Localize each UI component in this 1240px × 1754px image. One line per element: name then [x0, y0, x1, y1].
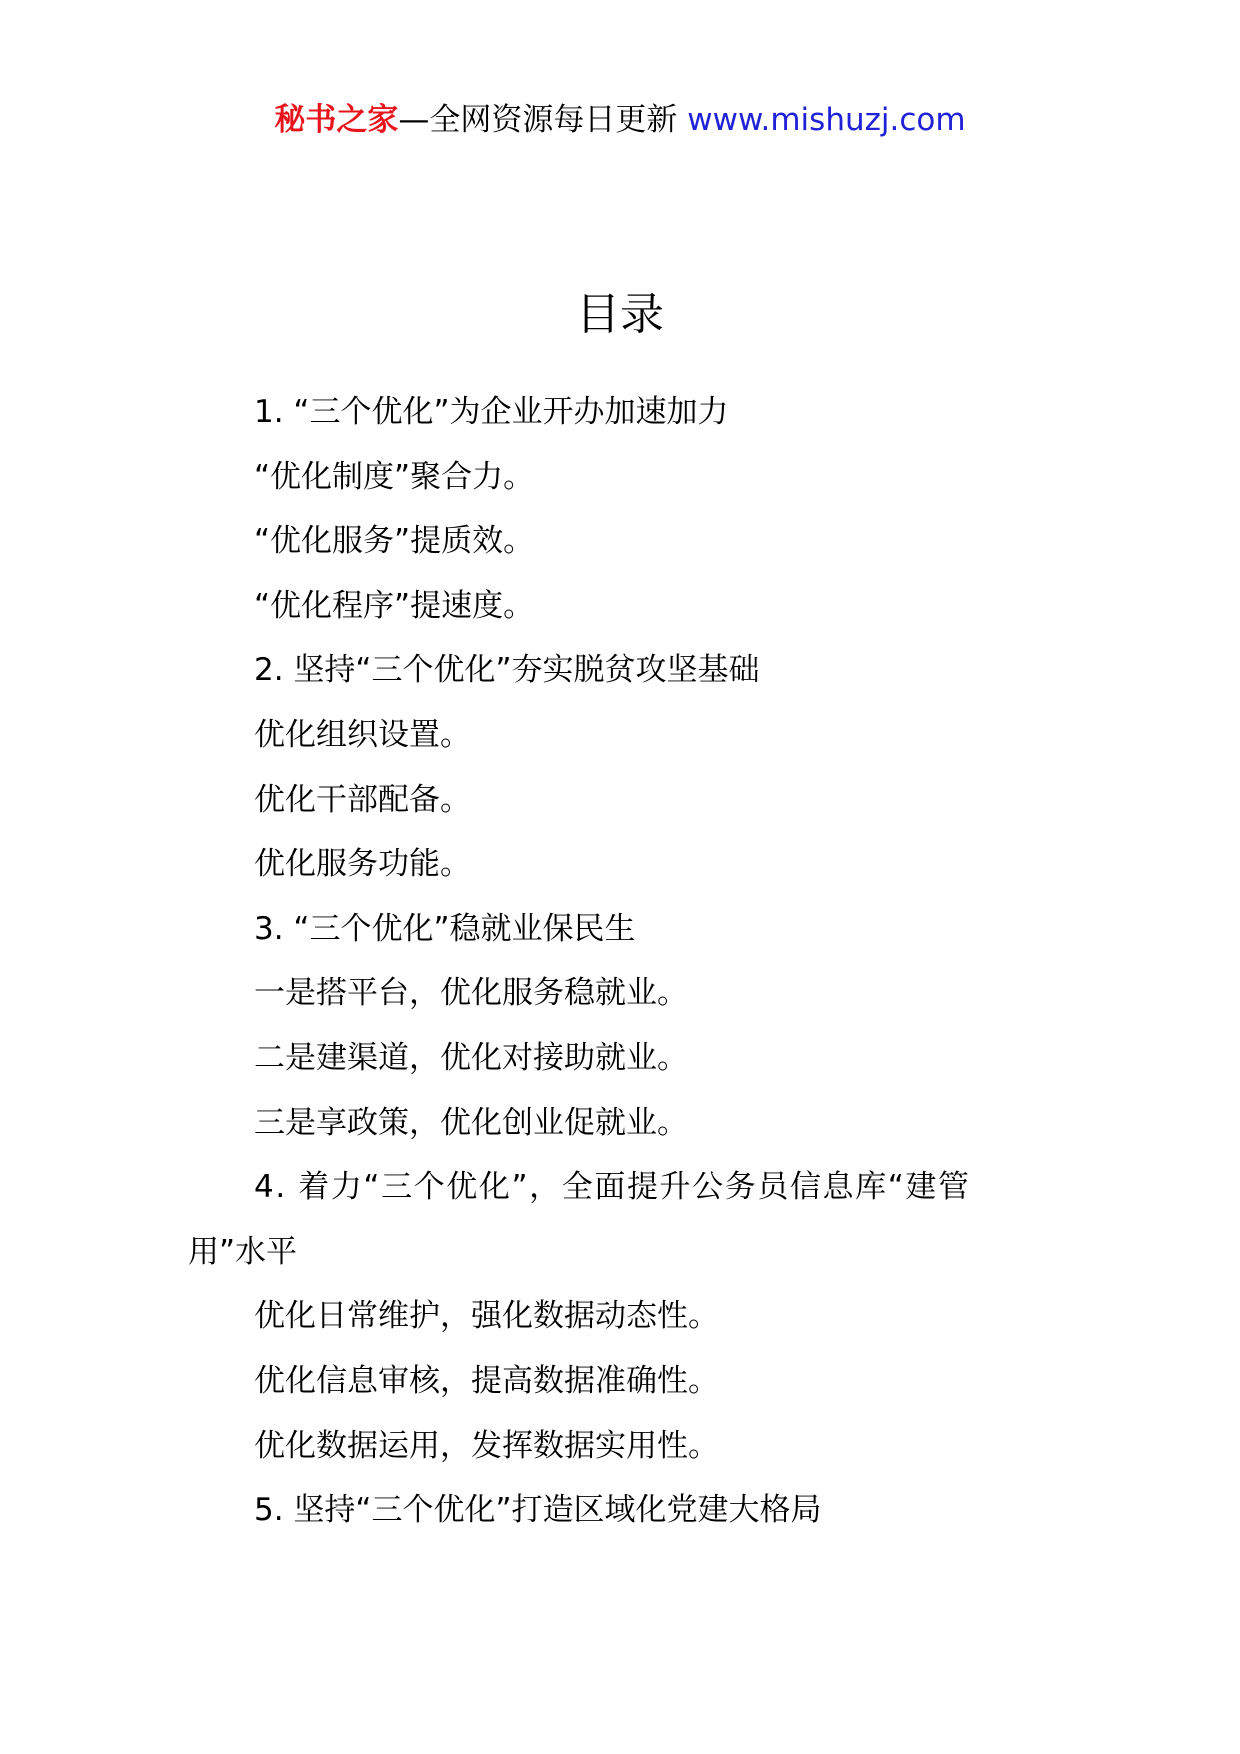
toc-section-3-heading: 3. “三个优化”稳就业保民生 [254, 910, 636, 947]
site-url-link[interactable]: www.mishuzj.com [687, 102, 966, 138]
toc-item: 二是建渠道，优化对接助就业。 [254, 1039, 688, 1076]
toc-item: 三是享政策，优化创业促就业。 [254, 1104, 688, 1141]
toc-section-4-heading-continued: 用”水平 [188, 1233, 298, 1270]
toc-item: 优化服务功能。 [254, 846, 471, 883]
toc-item: “优化服务”提质效。 [254, 523, 535, 560]
toc-item: 优化组织设置。 [254, 716, 471, 753]
toc-item: “优化程序”提速度。 [254, 587, 535, 624]
site-tagline: —全网资源每日更新 [398, 102, 688, 138]
toc-item: “优化制度”聚合力。 [254, 458, 535, 495]
toc-item: 优化信息审核，提高数据准确性。 [254, 1362, 719, 1399]
toc-item: 一是搭平台，优化服务稳就业。 [254, 975, 688, 1012]
page-title: 目录 [576, 289, 664, 340]
toc-item: 优化日常维护，强化数据动态性。 [254, 1298, 719, 1335]
site-brand: 秘书之家 [274, 102, 399, 138]
toc-item: 优化数据运用，发挥数据实用性。 [254, 1427, 719, 1464]
toc-section-4-heading: 4. 着力“三个优化”，全面提升公务员信息库“建管 [254, 1169, 971, 1206]
toc-section-1-heading: 1. “三个优化”为企业开办加速加力 [254, 394, 729, 430]
toc-section-5-heading: 5. 坚持“三个优化”打造区域化党建大格局 [254, 1492, 822, 1529]
site-header [0, 98, 1240, 142]
toc-section-2-heading: 2. 坚持“三个优化”夯实脱贫攻坚基础 [254, 652, 760, 689]
table-of-contents [188, 380, 1058, 1543]
toc-item: 优化干部配备。 [254, 781, 471, 818]
